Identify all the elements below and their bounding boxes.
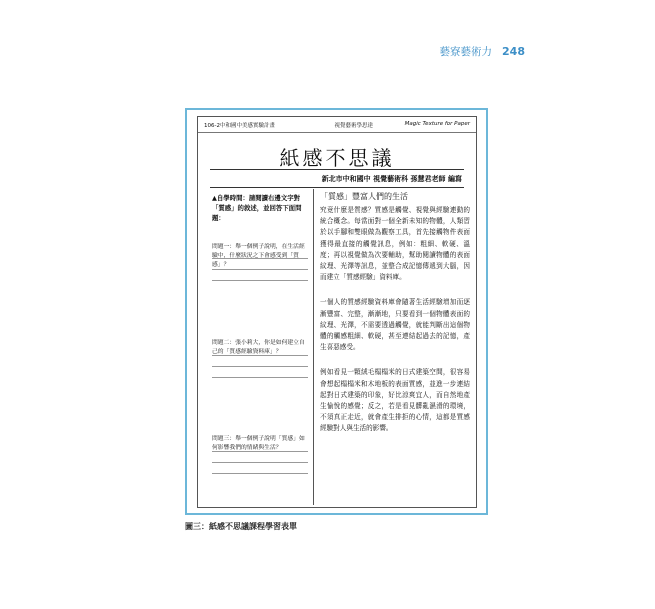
answer-line <box>212 269 308 270</box>
worksheet-subject: 視覺藝術學思達 <box>334 123 374 129</box>
answer-line <box>212 377 308 378</box>
page-number: 248 <box>502 45 525 58</box>
answer-line <box>212 462 308 463</box>
answer-line <box>212 355 308 356</box>
figure-frame <box>185 108 488 515</box>
self-study-instruction: ▲自學時間：請閱讀右邊文字對「質感」的敘述，並回答下面問題： <box>212 194 302 222</box>
section-label: 藝寮藝術力 <box>439 46 493 58</box>
divider <box>210 169 464 170</box>
worksheet-project: 106-2中和國中美感實驗計畫 <box>204 123 275 129</box>
column-divider <box>313 189 314 505</box>
worksheet-title: 紙感不思議 <box>279 146 395 170</box>
answer-line <box>212 280 308 281</box>
reading-paragraph-2: 一個人的質感經驗資料庫會隨著生活經驗增加而逐漸豐富、完整，漸漸地，只要看到一個物體表面的紋理、光澤，不需要透過觸覺，就能判斷出這個物體的觸感粗細、軟硬，甚至連結起過去的記憶，產生喜惡感受。 <box>320 298 470 352</box>
figure-caption: 圖三：紙感不思議課程學習表單 <box>185 522 297 531</box>
reading-paragraph-1: 究竟什麼是質感？質感是觸覺、視覺與經驗連動的統合概念。每當面對一個全新未知的物體，人類習於以手腳和雙眼做為觀察工具，首先接觸物件表面獲得最直接的觸覺訊息，例如：粗細、軟硬、溫度；再以視覺做為次要輔助，幫助閱讀物體的表面紋理、光澤等訊息，並整合成記憶傳遞到大腦，因而建立「質感經驗」資料庫。 <box>320 206 470 282</box>
worksheet-english-title: Magic Texture for Paper <box>404 121 470 127</box>
question-3: 問題三：舉一個例子說明「質感」如何影響我們的情緒與生活？ <box>212 436 305 451</box>
answer-line <box>212 451 308 452</box>
reading-heading: 「質感」豐富人們的生活 <box>320 192 408 201</box>
reading-column <box>320 191 470 449</box>
questions-column <box>212 193 308 505</box>
author-byline: 新北市中和國中 視覺藝術科 孫慧君老師 編寫 <box>321 175 462 183</box>
worksheet <box>197 116 477 508</box>
worksheet-top-bar <box>204 121 470 131</box>
answer-line <box>212 258 308 259</box>
divider <box>198 132 476 133</box>
question-1: 問題一：舉一個例子說明，在生活經驗中，什麼狀況之下會感受到「質感」？ <box>212 244 305 268</box>
reading-paragraph-3: 例如看見一顆絨毛榻榻米的日式建築空間，很容易會想起榻榻米和木地板的表面質感，並進一步連結起對日式建築的印象，好比涼爽宜人，而自然地產生愉悅的感覺；反之，若是看見髒亂濕滑的環境，不須真正走近，就會產生排拒的心情，這都是質感經驗對人與生活的影響。 <box>320 368 470 433</box>
answer-line <box>212 473 308 474</box>
divider <box>210 187 464 188</box>
page-header <box>440 44 525 59</box>
answer-line <box>212 366 308 367</box>
question-2: 問題二：張小莉大，你是如何建立自己的「質感經驗資料庫」？ <box>212 340 305 355</box>
